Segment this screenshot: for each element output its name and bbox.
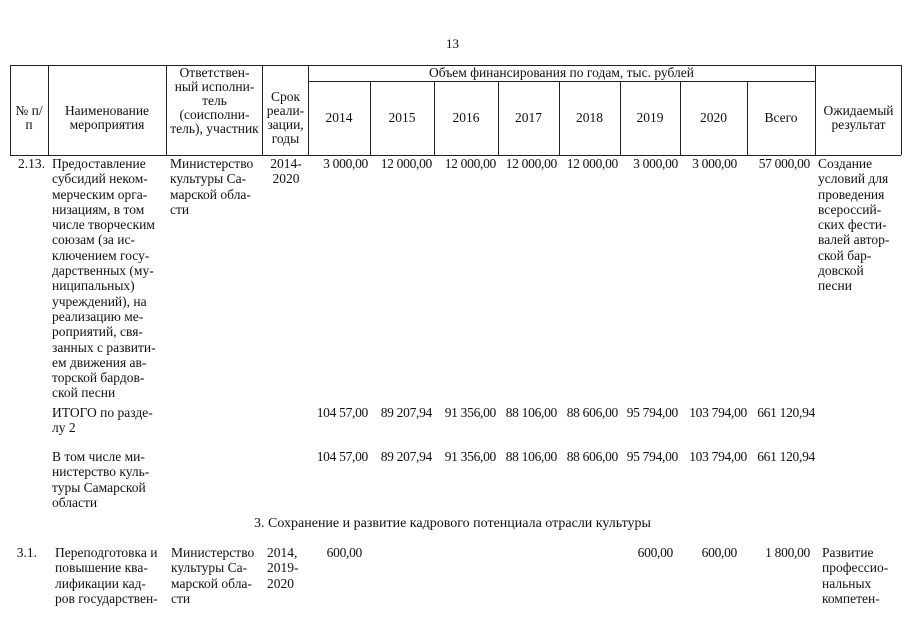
row-213-2017: 12 000,00: [505, 156, 557, 171]
header-year-2020: 2020: [700, 110, 727, 125]
total-section2-2017: 88 106,00: [505, 405, 557, 420]
row-213-2018: 12 000,00: [566, 156, 618, 171]
row-213-number: 2.13.: [18, 156, 45, 171]
total-section2-2019: 95 794,00: [626, 405, 678, 420]
total-section2-2014: 104 57,00: [316, 405, 368, 420]
funding-header-divider: [308, 81, 815, 82]
incl-ministry-2016: 91 356,00: [444, 449, 496, 464]
row-31-name: Переподготовка и повышение ква- лификации кад- ров государствен-: [55, 545, 158, 606]
total-section2-2016: 91 356,00: [444, 405, 496, 420]
row-213-term: 2014- 2020: [270, 156, 302, 187]
row-213-total: 57 000,00: [758, 156, 810, 171]
total-section2-2015: 89 207,94: [380, 405, 432, 420]
incl-ministry-2019: 95 794,00: [626, 449, 678, 464]
total-section2-2018: 88 606,00: [566, 405, 618, 420]
total-section2-label: ИТОГО по разде- лу 2: [52, 405, 153, 436]
header-funding-title: Объем финансирования по годам, тыс. рублей: [429, 65, 694, 80]
row-213-2015: 12 000,00: [380, 156, 432, 171]
incl-ministry-2014: 104 57,00: [316, 449, 368, 464]
row-213-executor: Министерство культуры Са- марской обла- сти: [170, 156, 254, 217]
row-31-total: 1 800,00: [765, 545, 810, 560]
col-border-left: [10, 65, 11, 155]
row-213-2014: 3 000,00: [323, 156, 368, 171]
col-border-no: [48, 65, 49, 155]
incl-ministry-2020: 103 794,00: [689, 449, 747, 464]
row-213-2016: 12 000,00: [444, 156, 496, 171]
incl-ministry-label: В том числе ми- нистерство куль- туры Самарской области: [52, 449, 150, 510]
row-213-2019: 3 000,00: [633, 156, 678, 171]
header-year-2019: 2019: [636, 110, 664, 125]
header-year-2018: 2018: [576, 110, 603, 125]
row-31-number: 3.1.: [16, 545, 37, 560]
header-year-total: Всего: [764, 110, 798, 125]
row-213-result: Создание условий для проведения всероссий- ских фести- валей автор- ской бар- довской песни: [818, 156, 890, 294]
row-31-result: Развитие профессио- нальных компетен-: [822, 545, 889, 606]
row-31-term: 2014, 2019- 2020: [267, 545, 299, 591]
header-year-2014: 2014: [325, 110, 353, 125]
incl-ministry-2015: 89 207,94: [380, 449, 432, 464]
page-number: 13: [446, 36, 459, 51]
col-border-name: [166, 65, 167, 155]
header-year-2015: 2015: [388, 110, 416, 125]
section-3-title: 3. Сохранение и развитие кадрового потенциала отрасли культуры: [254, 516, 651, 531]
incl-ministry-2017: 88 106,00: [505, 449, 557, 464]
header-no: № п/п: [15, 103, 43, 132]
header-year-2017: 2017: [515, 110, 542, 125]
col-border-executor: [262, 65, 263, 155]
header-result: Ожидаемый результат: [823, 103, 894, 132]
row-213-name: Предоставление субсидий неком- мерческим орга- низациям, в том числе творческим союзам (за ис- ключением госу- дарственных (му- ниципальных) учреждений), на реализацию ме- роприятий, свя- занных с развити- ем движения ав- торской бардов- ской песни: [52, 156, 156, 401]
row-31-2020: 600,00: [701, 545, 737, 560]
total-section2-2020: 103 794,00: [689, 405, 747, 420]
row-31-2014: 600,00: [326, 545, 362, 560]
col-border-right: [901, 65, 902, 155]
incl-ministry-total: 661 120,94: [757, 449, 815, 464]
row-213-2020: 3 000,00: [692, 156, 737, 171]
header-name: Наименование мероприятия: [64, 103, 150, 132]
total-section2-total: 661 120,94: [757, 405, 815, 420]
incl-ministry-2018: 88 606,00: [566, 449, 618, 464]
row-31-2019: 600,00: [637, 545, 673, 560]
header-term: Срок реали-зации, годы: [266, 89, 305, 146]
header-year-2016: 2016: [452, 110, 480, 125]
header-executor: Ответствен-ный исполни-тель (соисполни-тель), участник: [170, 65, 259, 136]
row-31-executor: Министерство культуры Са- марской обла- сти: [171, 545, 255, 606]
